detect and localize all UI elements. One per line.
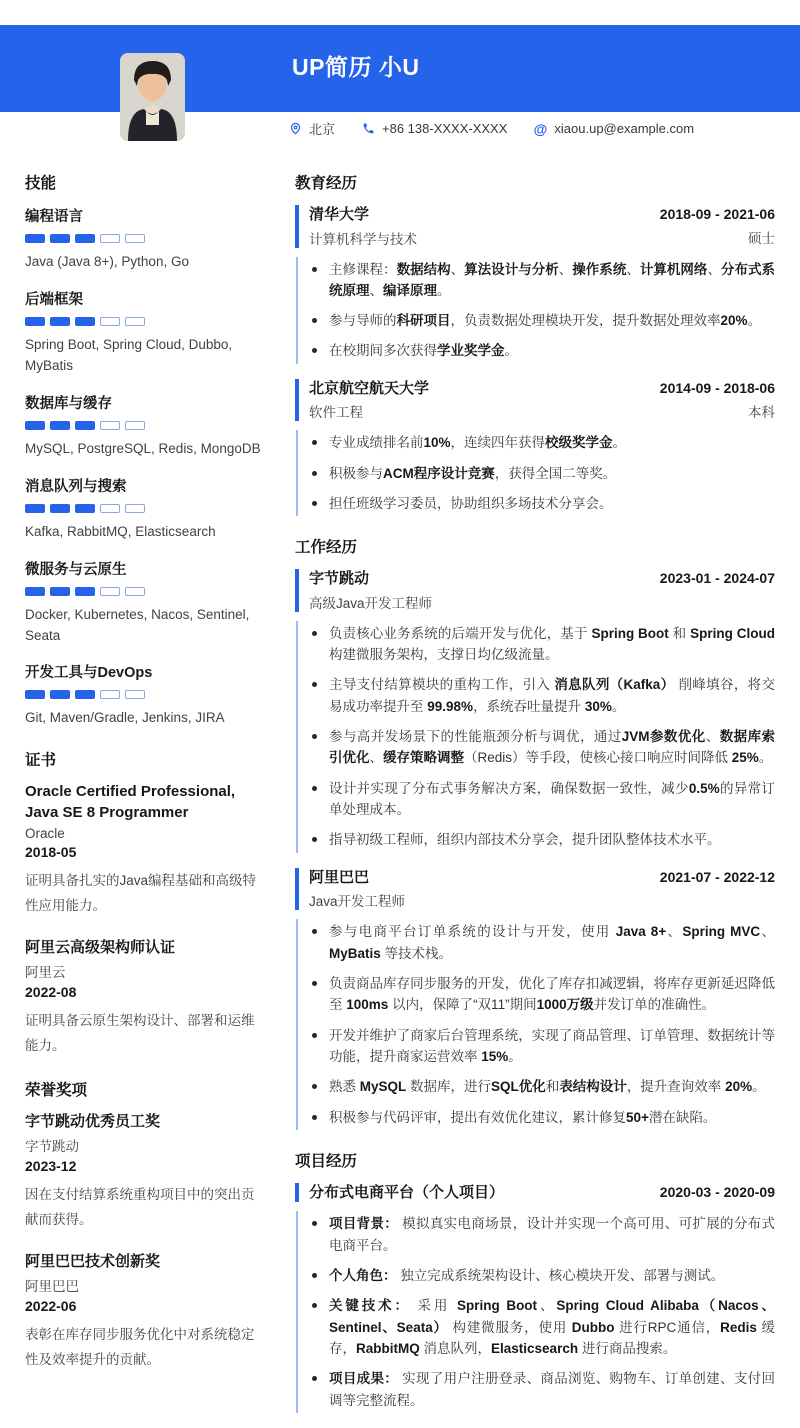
- skill-level-segment: [50, 317, 70, 326]
- avatar-illustration: [120, 53, 185, 141]
- contact-location-text: 北京: [309, 122, 336, 137]
- skill-level-bars: [25, 587, 265, 596]
- project-bullet: 项目背景： 模拟真实电商场景，设计并实现一个高可用、可扩展的分布式电商平台。: [298, 1213, 775, 1256]
- education-entry: [295, 379, 775, 516]
- work-bullet: 参与电商平台订单系统的设计与开发，使用 Java 8+、Spring MVC、MyBatis 等技术栈。: [298, 921, 775, 964]
- work-entry: [295, 569, 775, 852]
- contact-phone-text: +86 138-XXXX-XXXX: [382, 121, 508, 136]
- bold-text: Spring Boot: [456, 1298, 538, 1314]
- cert-name: 阿里云高级架构师认证: [25, 938, 176, 956]
- work-bullet: 主导支付结算模块的重构工作，引入 消息队列（Kafka） 削峰填谷，将交易成功率提升至 99.98%，系统吞吐量提升 30%。: [298, 674, 775, 717]
- projects-heading: 项目经历: [295, 1152, 358, 1170]
- bold-text: 学业奖学金: [437, 343, 505, 359]
- bold-text: 项目背景：: [329, 1216, 399, 1232]
- cert-item: [25, 938, 265, 1059]
- bold-text: 校级奖学金: [545, 435, 613, 451]
- skill-level-segment: [75, 421, 95, 430]
- education-entry: [295, 205, 775, 364]
- award-issuer: 字节跳动: [25, 1139, 79, 1155]
- phone-icon: [361, 122, 375, 136]
- education-bullet: 积极参与ACM程序设计竞赛，获得全国二等奖。: [298, 463, 775, 484]
- skill-name: 编程语言: [25, 209, 83, 225]
- projects-list: [295, 1183, 775, 1413]
- work-entry-date: 2021-07 - 2022-12: [659, 868, 775, 885]
- project-entry-titles: [309, 1183, 504, 1203]
- contact-phone: [361, 121, 507, 136]
- education-entry-header: [295, 205, 775, 248]
- bold-text: ACM程序设计竞赛: [383, 465, 495, 481]
- bold-text: 25%: [731, 750, 759, 766]
- bold-text: 50+: [626, 1109, 649, 1125]
- work-entry-meta: [648, 569, 775, 588]
- award-date: 2022-06: [25, 1298, 77, 1315]
- bold-text: 15%: [481, 1048, 509, 1064]
- education-entry-header: [295, 379, 775, 422]
- skill-level-segment: [75, 587, 95, 596]
- award-description: 表彰在库存同步服务优化中对系统稳定性及效率提升的贡献。: [25, 1327, 255, 1368]
- project-bullet: 个人角色： 独立完成系统架构设计、核心模块开发、部署与测试。: [298, 1265, 775, 1286]
- bold-text: MySQL: [359, 1079, 407, 1095]
- contact-email-text: xiaou.up@example.com: [554, 121, 695, 136]
- bold-text: SQL优化: [491, 1079, 546, 1095]
- project-entry: [295, 1183, 775, 1413]
- skill-level-segment: [125, 690, 145, 699]
- work-entry-header: [295, 868, 775, 911]
- bold-text: 20%: [720, 313, 748, 329]
- skill-level-segment: [125, 421, 145, 430]
- work-bullet: 负责商品库存同步服务的开发，优化了库存扣减逻辑，将库存更新延迟降低至 100ms 以内，保障了“双11”期间1000万级并发订单的准确性。: [298, 973, 775, 1016]
- education-entry-title: 清华大学: [309, 206, 370, 223]
- work-entry-title: 字节跳动: [309, 570, 370, 588]
- cert-issuer: Oracle: [25, 825, 65, 841]
- skill-level-segment: [100, 587, 120, 596]
- bold-text: 30%: [584, 698, 612, 714]
- project-entry-meta: [648, 1183, 775, 1202]
- education-bullet: 主修课程：数据结构、算法设计与分析、操作系统、计算机网络、分布式系统原理、编译原理。: [298, 259, 775, 302]
- work-entry-title: 阿里巴巴: [309, 868, 370, 886]
- skill-level-segment: [75, 504, 95, 513]
- award-issuer: 阿里巴巴: [25, 1279, 79, 1295]
- bold-text: Spring Cloud: [690, 625, 775, 641]
- sidebar: [25, 171, 265, 1428]
- education-bullet-list: [296, 257, 775, 364]
- skill-level-segment: [75, 690, 95, 699]
- work-entry-header: [295, 569, 775, 612]
- education-bullet: 参与导师的科研项目，负责数据处理模块开发，提升数据处理效率20%。: [298, 310, 775, 331]
- award-name: 阿里巴巴技术创新奖: [25, 1253, 161, 1271]
- education-entry-subtitle: 计算机科学与技术: [309, 231, 417, 247]
- education-entry-titles: [309, 205, 417, 248]
- skill-level-segment: [25, 690, 45, 699]
- education-bullet: 担任班级学习委员，协助组织多场技术分享会。: [298, 493, 775, 514]
- work-bullet: 熟悉 MySQL 数据库，进行SQL优化和表结构设计，提升查询效率 20%。: [298, 1076, 775, 1097]
- project-bullet-list: [296, 1211, 775, 1413]
- education-heading: 教育经历: [295, 175, 358, 192]
- skill-level-segment: [100, 421, 120, 430]
- header-band: [0, 25, 800, 112]
- work-bullet-list: [296, 621, 775, 853]
- bold-text: Spring Cloud Alibaba（Nacos、Sentinel、Seata）: [329, 1298, 775, 1335]
- bold-text: 分布式系统原理: [329, 261, 775, 298]
- education-entry-degree: 本科: [748, 404, 775, 420]
- contact-email: [533, 121, 694, 136]
- bold-text: JVM参数优化: [621, 729, 706, 745]
- bold-text: 0.5%: [688, 780, 720, 796]
- resume-page: [0, 25, 800, 1428]
- education-list: [295, 205, 775, 516]
- project-bullet: 关键技术： 采用 Spring Boot、Spring Cloud Alibaba（Nacos、Sentinel、Seata） 构建微服务，使用 Dubbo 进行RPC通信，Redis 缓存，RabbitMQ 消息队列，Elasticsearch 进行商品搜索。: [298, 1295, 775, 1359]
- skill-level-segment: [25, 421, 45, 430]
- bold-text: 表结构设计: [559, 1079, 627, 1095]
- work-entry: [295, 868, 775, 1130]
- bold-text: MyBatis: [329, 945, 381, 961]
- skills-heading: 技能: [25, 175, 57, 192]
- bold-text: 操作系统: [572, 261, 627, 277]
- bold-text: 算法设计与分析: [464, 261, 559, 277]
- work-bullet: 积极参与代码评审，提出有效优化建议，累计修复50+潜在缺陷。: [298, 1107, 775, 1128]
- project-entry-header: [295, 1183, 775, 1203]
- bold-text: 1000万级: [536, 997, 594, 1013]
- cert-name: Oracle Certified Professional, Java SE 8 Programmer: [25, 783, 236, 821]
- skill-items: Git, Maven/Gradle, Jenkins, JIRA: [25, 710, 225, 726]
- skill-level-bars: [25, 317, 265, 326]
- education-entry-date: 2014-09 - 2018-06: [659, 379, 775, 396]
- main-column: [295, 171, 775, 1428]
- skill-level-segment: [25, 317, 45, 326]
- work-entry-titles: [309, 569, 432, 612]
- profile-photo: [120, 53, 185, 141]
- skill-level-segment: [50, 421, 70, 430]
- skill-items: Spring Boot, Spring Cloud, Dubbo, MyBatis: [25, 336, 233, 373]
- education-entry-degree: 硕士: [748, 230, 775, 246]
- project-bullet: 项目成果： 实现了用户注册登录、商品浏览、购物车、订单创建、支付回调等完整流程。: [298, 1368, 775, 1411]
- bold-text: Java 8+: [615, 924, 667, 940]
- education-entry-title: 北京航空航天大学: [309, 379, 430, 397]
- education-bullet: 专业成绩排名前10%，连续四年获得校级奖学金。: [298, 432, 775, 453]
- education-bullet-list: [296, 430, 775, 516]
- content-columns: [0, 171, 800, 1428]
- skill-block: [25, 475, 265, 543]
- skill-level-segment: [125, 587, 145, 596]
- certs-heading: 证书: [25, 752, 57, 770]
- skill-level-segment: [125, 504, 145, 513]
- work-list: [295, 569, 775, 1130]
- skill-level-bars: [25, 504, 265, 513]
- skill-level-bars: [25, 234, 265, 243]
- work-entry-subtitle: 高级Java开发工程师: [309, 595, 433, 611]
- cert-description: 证明具备扎实的Java编程基础和高级特性应用能力。: [25, 872, 257, 913]
- cert-issuer: 阿里云: [25, 965, 66, 981]
- skill-level-segment: [25, 504, 45, 513]
- skill-level-segment: [25, 587, 45, 596]
- skill-name: 开发工具与DevOps: [25, 665, 153, 682]
- skill-level-segment: [125, 234, 145, 243]
- skill-level-segment: [50, 504, 70, 513]
- skill-level-segment: [125, 317, 145, 326]
- skill-name: 消息队列与搜索: [25, 478, 127, 495]
- skill-level-segment: [100, 317, 120, 326]
- work-entry-date: 2023-01 - 2024-07: [659, 570, 775, 587]
- education-bullet: 在校期间多次获得学业奖学金。: [298, 340, 775, 361]
- skill-level-segment: [100, 504, 120, 513]
- skill-items: MySQL, PostgreSQL, Redis, MongoDB: [25, 440, 261, 456]
- skill-level-segment: [25, 234, 45, 243]
- work-bullet: 参与高并发场景下的性能瓶颈分析与调优，通过JVM参数优化、数据库索引优化、缓存策略调整（Redis）等手段，使核心接口响应时间降低 25%。: [298, 726, 775, 769]
- work-bullet: 开发并维护了商家后台管理系统，实现了商品管理、订单管理、数据统计等功能，提升商家运营效率 15%。: [298, 1025, 775, 1068]
- work-entry-subtitle: Java开发工程师: [309, 894, 406, 910]
- bold-text: Spring Boot: [591, 625, 669, 641]
- award-item: [25, 1252, 265, 1373]
- bold-text: 个人角色：: [329, 1268, 397, 1284]
- awards-list: [25, 1112, 265, 1373]
- awards-heading: 荣誉奖项: [25, 1082, 88, 1099]
- bold-text: 10%: [423, 435, 451, 451]
- skill-items: Kafka, RabbitMQ, Elasticsearch: [25, 523, 216, 539]
- skill-level-bars: [25, 690, 265, 699]
- skill-level-segment: [75, 317, 95, 326]
- bold-text: 科研项目: [396, 313, 451, 329]
- project-entry-title: 分布式电商平台（个人项目）: [309, 1183, 505, 1201]
- education-entry-meta: [648, 379, 775, 421]
- bold-text: Redis: [720, 1319, 757, 1335]
- skill-level-bars: [25, 421, 265, 430]
- work-bullet: 指导初级工程师，组织内部技术分享会，提升团队整体技术水平。: [298, 829, 775, 850]
- bold-text: Dubbo: [571, 1319, 615, 1335]
- skill-block: [25, 558, 265, 647]
- cert-description: 证明具备云原生架构设计、部署和运维能力。: [25, 1013, 255, 1054]
- bold-text: 99.98%: [427, 698, 474, 714]
- skill-items: Java (Java 8+), Python, Go: [25, 254, 189, 269]
- work-bullet: 负责核心业务系统的后端开发与优化，基于 Spring Boot 和 Spring Cloud 构建微服务架构，支撑日均亿级流量。: [298, 623, 775, 666]
- bold-text: Spring MVC: [682, 924, 761, 940]
- bold-text: Elasticsearch: [491, 1341, 579, 1357]
- contact-location: [288, 119, 335, 138]
- bold-text: RabbitMQ: [356, 1341, 420, 1357]
- skill-block: [25, 392, 265, 460]
- work-bullet-list: [296, 919, 775, 1130]
- skill-level-segment: [75, 234, 95, 243]
- bold-text: 100ms: [346, 997, 389, 1013]
- bold-text: 消息队列（Kafka）: [554, 677, 675, 693]
- skill-level-segment: [50, 234, 70, 243]
- bold-text: 关键技术：: [329, 1298, 411, 1314]
- education-entry-titles: [309, 379, 429, 422]
- skill-level-segment: [100, 690, 120, 699]
- skill-name: 数据库与缓存: [25, 395, 112, 412]
- work-entry-titles: [309, 868, 405, 911]
- education-entry-date: 2018-09 - 2021-06: [659, 206, 775, 222]
- bold-text: 缓存策略调整: [383, 750, 464, 766]
- award-item: [25, 1112, 265, 1233]
- skill-block: [25, 205, 265, 273]
- cert-item: [25, 782, 265, 918]
- at-icon: @: [533, 120, 548, 137]
- resume-title: UP简历 小U: [292, 54, 420, 80]
- bold-text: 数据结构: [396, 261, 451, 277]
- project-entry-date: 2020-03 - 2020-09: [659, 1183, 775, 1200]
- bold-text: 编译原理: [383, 282, 437, 298]
- skill-level-segment: [50, 587, 70, 596]
- work-bullet: 设计并实现了分布式事务解决方案，确保数据一致性，减少0.5%的异常订单处理成本。: [298, 778, 775, 821]
- skills-list: [25, 205, 265, 729]
- skill-name: 微服务与云原生: [25, 561, 127, 578]
- skill-block: [25, 288, 265, 377]
- bold-text: 数据库索引优化: [329, 729, 776, 766]
- skill-name: 后端框架: [25, 291, 83, 308]
- certs-list: [25, 782, 265, 1059]
- cert-date: 2018-05: [25, 843, 77, 860]
- award-description: 因在支付结算系统重构项目中的突出贡献而获得。: [25, 1187, 255, 1228]
- work-entry-meta: [648, 868, 775, 887]
- award-date: 2023-12: [25, 1158, 77, 1175]
- bold-text: 计算机网络: [639, 261, 708, 277]
- skill-items: Docker, Kubernetes, Nacos, Sentinel, Seata: [25, 606, 250, 643]
- contact-row: [288, 119, 800, 138]
- skill-level-segment: [50, 690, 70, 699]
- location-icon: [288, 122, 302, 136]
- bold-text: 20%: [725, 1079, 753, 1095]
- skill-block: [25, 661, 265, 729]
- education-entry-subtitle: 软件工程: [309, 405, 363, 421]
- work-heading: 工作经历: [295, 539, 358, 557]
- education-entry-meta: [648, 205, 775, 247]
- cert-date: 2022-08: [25, 984, 77, 1001]
- award-name: 字节跳动优秀员工奖: [25, 1113, 161, 1130]
- bold-text: 项目成果：: [329, 1371, 399, 1387]
- skill-level-segment: [100, 234, 120, 243]
